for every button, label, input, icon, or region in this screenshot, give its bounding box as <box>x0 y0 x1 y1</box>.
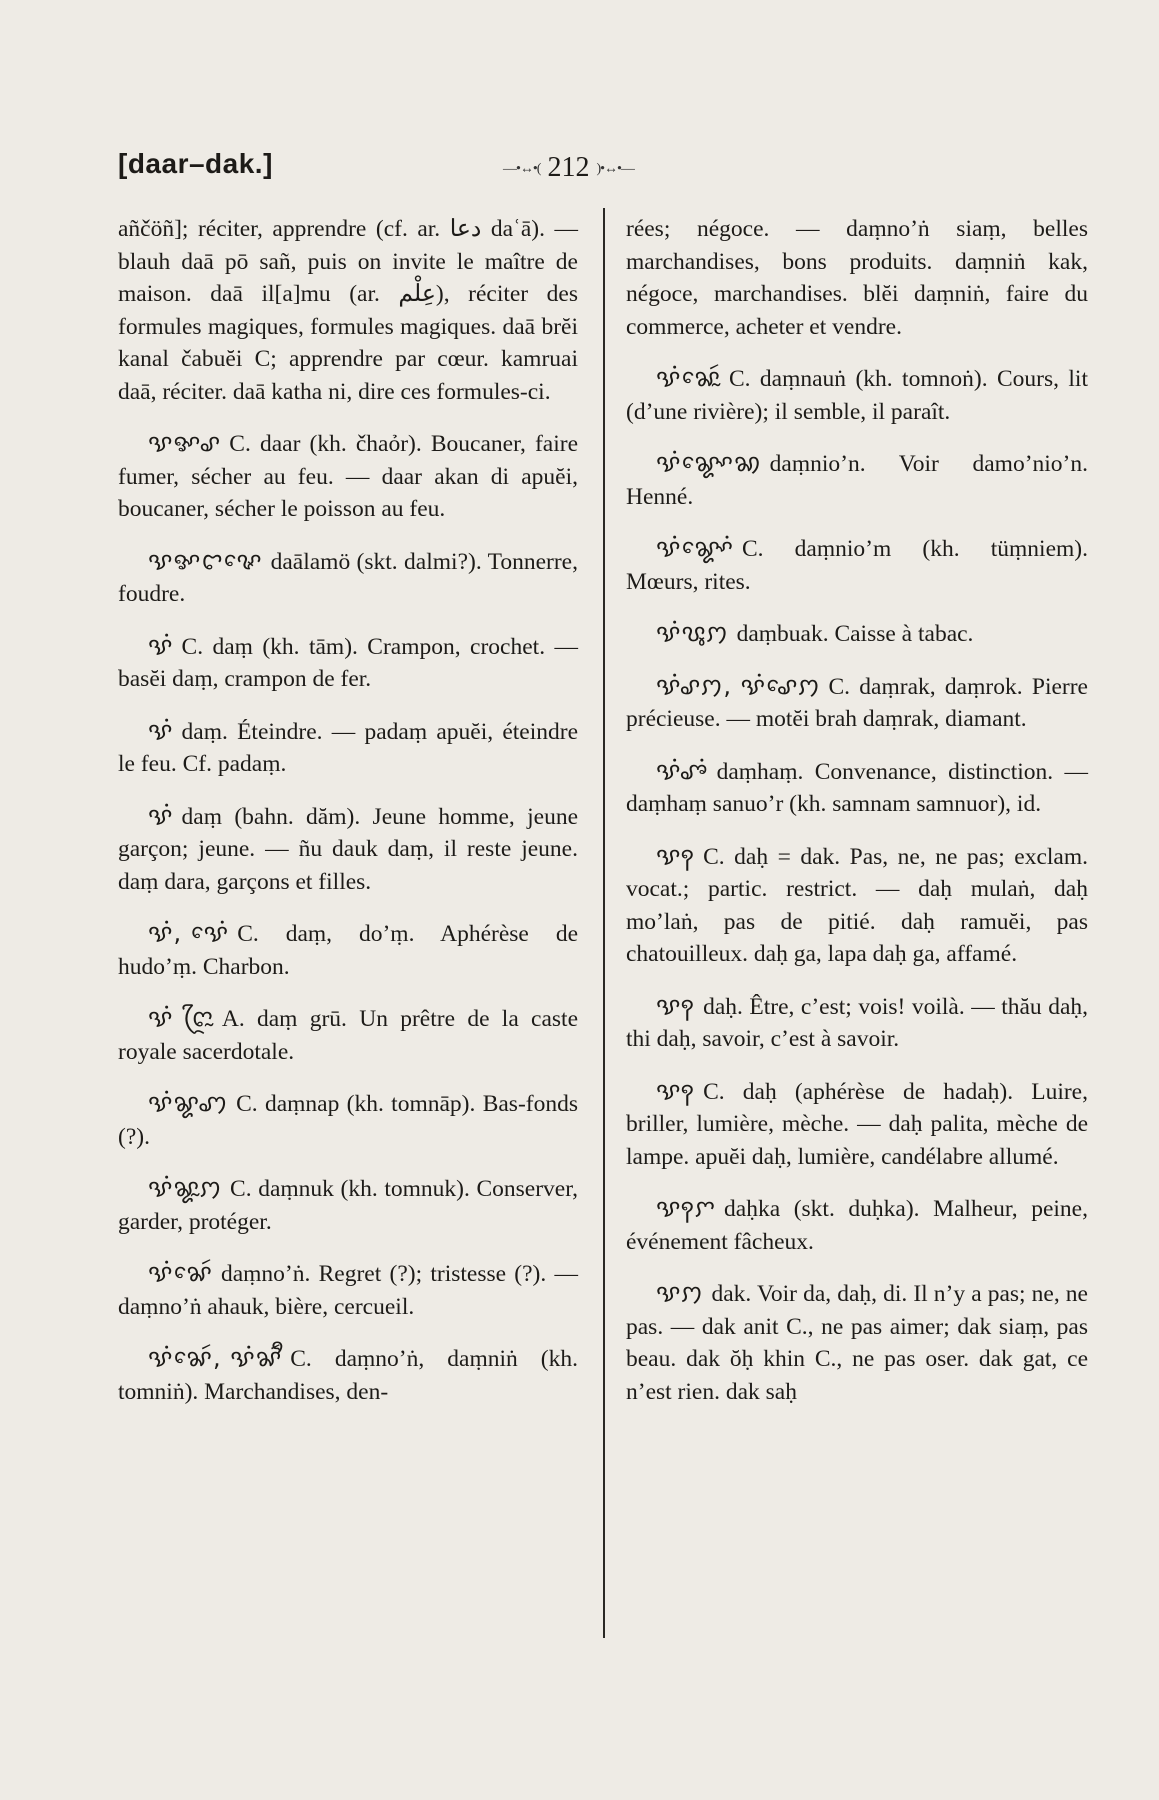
entry-text: daṃhaṃ. Convenance, distinction. — daṃhaṃ sanuo’r (kh. samnam samnuor), id. <box>626 758 1088 817</box>
page-header <box>118 148 1058 198</box>
cham-script-headword: ꨕꩌꨗꨯꨭꩃ <box>656 364 721 392</box>
cham-script-headword: ꨕꩌꨣꩀ, ꨕꩌꨣꨯꩀ <box>656 671 821 700</box>
cham-script-headword: ꨕꩌ, ꨕꨯꩌ <box>148 919 230 947</box>
dictionary-entry <box>118 917 578 983</box>
cham-script-headword: ꨕꩌꨘꨳꨯꩆ <box>656 449 762 477</box>
entry-text: C. daṃnio’m (kh. tüṃniem). Mœurs, rites. <box>626 536 1088 595</box>
dictionary-entry <box>626 990 1088 1056</box>
entry-text: dak. Voir da, daḥ, di. Il n’y a pas; ne, ne pas. — dak anit C., ne pas aimer; dak siaṃ, pas beau. dak ŏḥ khin C., ne pas oser. dak gat, ce n’est rien. dak saḥ <box>626 1281 1088 1405</box>
dictionary-entry <box>626 1075 1088 1174</box>
right-column <box>626 213 1088 1427</box>
cham-script-headword: ꨕꩌꨗꨯꩃ <box>148 1259 213 1287</box>
dictionary-entry <box>118 1087 578 1153</box>
dictionary-entry <box>118 1002 578 1068</box>
entry-text: C. daṃnap (kh. tomnāp). Bas-fonds (?). <box>118 1091 578 1150</box>
cham-script-headword: ꨕꩌ <box>148 801 174 830</box>
cham-script-headword: ꨕꩌ <box>148 631 174 660</box>
entry-text: daṃ (bahn. dăm). Jeune homme, jeune garçon; jeune. — ñu dauk daṃ, il reste jeune. daṃ dara, garçons et filles. <box>118 803 578 895</box>
dictionary-entry <box>626 532 1088 598</box>
entry-text: daṃ. Éteindre. — padaṃ apuĕi, éteindre le feu. Cf. padaṃ. <box>118 718 578 777</box>
dictionary-entry <box>626 840 1088 971</box>
dictionary-entry <box>118 545 578 611</box>
entry-text: daḥ. Être, c’est; vois! voilà. — thău daḥ, thi daḥ, savoir, c’est à savoir. <box>626 993 1088 1052</box>
page-ornament-left: —•↔•( <box>503 161 541 177</box>
entry-text: A. daṃ grū. Un prêtre de la caste royale sacerdotale. <box>118 1006 578 1065</box>
dictionary-entry <box>118 715 578 781</box>
cham-script-headword: ꨕꩍ <box>656 841 696 870</box>
cham-script-headword: ꨕꩌꨘꨳꨯꩌ <box>656 534 734 562</box>
entry-text: C. daṃnuk (kh. tomnuk). Conserver, garder, protéger. <box>118 1176 578 1235</box>
dictionary-entry <box>626 670 1088 736</box>
entry-text: C. daḥ (aphérèse de hadaḥ). Luire, briller, lumière, mèche. — daḥ palita, mèche de lampe. apuĕi daḥ, lumière, candélabre allumé. <box>626 1078 1088 1170</box>
cham-script-headword: ꨕꩌꨘꩇ <box>148 1089 229 1117</box>
entry-text: daṃno’ṅ. Regret (?); tristesse (?). — daṃno’ṅ ahauk, bière, cercueil. <box>118 1261 578 1320</box>
dictionary-entry <box>626 755 1088 821</box>
cham-script-headword: ꨕꩀ <box>656 1279 704 1307</box>
entry-text: C. daṃrak, daṃrok. Pierre précieuse. — motĕi brah daṃrak, diamant. <box>626 673 1088 732</box>
entry-text: C. daar (kh. čhaỏr). Boucaner, faire fumer, sécher au feu. — daar akan di apuĕi, boucaner, sécher le poisson au feu. <box>118 431 578 522</box>
cham-script-headword: ꨕꩌꨨꩌ <box>656 756 709 785</box>
cham-script-headword: ꨕꩌ ꨈꨴꨭ <box>148 1004 214 1032</box>
dictionary-entry <box>626 362 1088 428</box>
running-head: [daar–dak.] <box>118 148 273 179</box>
cham-script-headword: ꨕꩌ <box>148 716 174 745</box>
dictionary-entry <box>626 213 1088 343</box>
entry-text: C. daṃnauṅ (kh. tomnoṅ). Cours, lit (d’une rivière); il semble, il paraît. <box>626 366 1088 425</box>
dictionary-entry <box>118 427 578 526</box>
page-number: 212 <box>547 152 590 183</box>
cham-script-headword: ꨕꩌꨗꨯꩃ, ꨕꩌꨗꨪꩃ <box>148 1344 283 1372</box>
dictionary-entry <box>118 213 578 408</box>
dictionary-entry <box>118 1257 578 1323</box>
cham-script-headword: ꨕꩌꨝꨶꩀ <box>656 619 729 647</box>
dictionary-entry <box>118 1172 578 1238</box>
dictionary-entry <box>626 447 1088 513</box>
column-divider <box>603 208 605 1638</box>
cham-script-headword: ꨕꩍ <box>656 991 696 1020</box>
entry-text: C. daḥ = dak. Pas, ne, ne pas; exclam. vocat.; partic. restrict. — daḥ mulaṅ, daḥ mo’laṅ, pas de pitié. daḥ ramuĕi, pas chatouilleux. daḥ ga, lapa daḥ ga, affamé. <box>626 843 1088 967</box>
entry-text: C. daṃ, do’ṃ. Aphérèse de hudo’ṃ. Charbon. <box>118 921 578 980</box>
cham-script-headword: ꨕꩍ <box>656 1076 696 1105</box>
page-ornament-right: )•↔•— <box>596 161 634 177</box>
entry-text: C. daṃno’ṅ, daṃniṅ (kh. tomniṅ). Marchandises, den- <box>118 1346 578 1405</box>
entry-text: daālamö (skt. dalmi?). Tonnerre, foudre. <box>118 548 578 607</box>
dictionary-entry <box>626 1192 1088 1258</box>
entry-text: daṃnio’n. Voir damo’nio’n. Henné. <box>626 451 1088 510</box>
left-column <box>118 213 578 1427</box>
dictionary-entry <box>118 800 578 899</box>
entry-text: añčöñ]; réciter, apprendre (cf. ar. دعا daʿā). — blauh daā pō sañ, puis on invite le maître de maison. daā il[a]mu (ar. عِلْم), réciter des formules magiques, formules magiques. daā brĕi kanal čabuĕi C; apprendre par cœur. kamruai daā, réciter. daā katha ni, dire ces formules-ci. <box>118 216 579 405</box>
entry-text: C. daṃ (kh. tām). Crampon, crochet. — basĕi daṃ, crampon de fer. <box>118 633 578 692</box>
dictionary-entry <box>118 630 578 696</box>
dictionary-entry <box>626 617 1088 651</box>
cham-script-headword: ꨕꩌꨘꨭꩀ <box>148 1174 223 1202</box>
cham-script-headword: ꨕꨀꨤꨟꨯ <box>148 546 263 575</box>
cham-script-headword: ꨕꨀꨣ <box>148 429 222 457</box>
page-number-line <box>503 152 634 184</box>
entry-text: daḥka (skt. duḥka). Malheur, peine, événement fâcheux. <box>626 1196 1088 1255</box>
cham-script-headword: ꨕꩍꨆ <box>656 1194 717 1222</box>
dictionary-entry <box>118 1342 578 1408</box>
entry-text: rées; négoce. — daṃno’ṅ siaṃ, belles marchandises, bons produits. daṃniṅ kak, négoce, marchandises. blĕi daṃniṅ, faire du commerce, acheter et vendre. <box>626 216 1088 340</box>
dictionary-entry <box>626 1277 1088 1408</box>
entry-text: daṃbuak. Caisse à tabac. <box>736 621 974 647</box>
